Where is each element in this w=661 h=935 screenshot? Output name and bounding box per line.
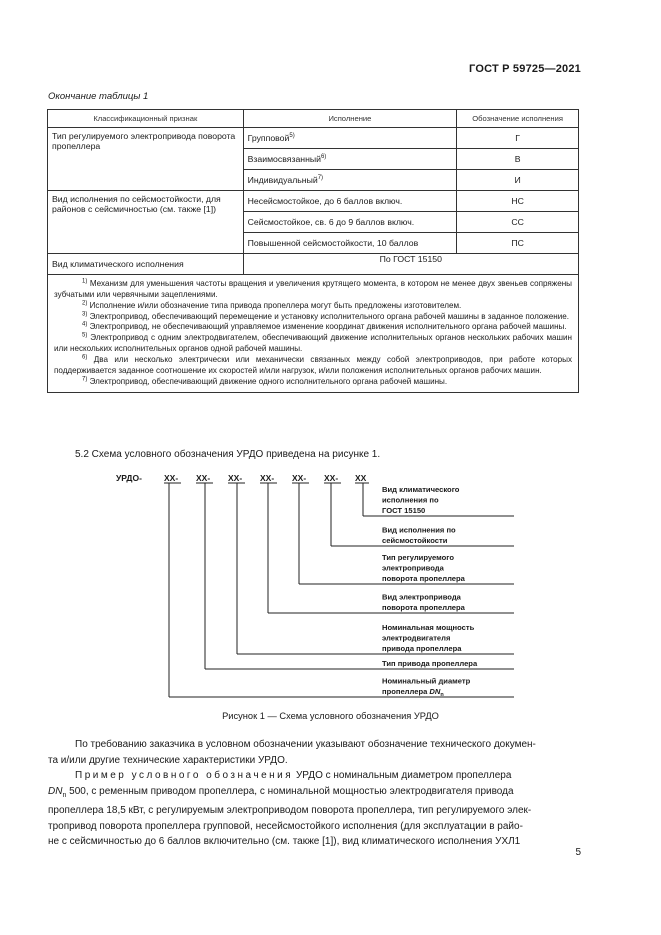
code-cell: СС bbox=[457, 212, 579, 233]
scheme-label-line: Вид исполнения по bbox=[382, 525, 456, 535]
climate-value-cell: По ГОСТ 15150 bbox=[243, 254, 578, 275]
execution-cell: Повышенной сейсмостойкости, 10 баллов bbox=[243, 233, 457, 254]
paragraph-line: тропривод поворота пропеллера групповой, несейсмостойкого исполнения (для эксплуатации в райо- bbox=[48, 820, 523, 832]
scheme-field-code: ХХ- bbox=[228, 473, 243, 483]
table-caption: Окончание таблицы 1 bbox=[48, 91, 149, 102]
code-cell: И bbox=[457, 170, 579, 191]
scheme-label-line: Номинальный диаметр bbox=[382, 676, 471, 686]
footnote: $^{5)}$ Электропривод с одним электродвигателем, обеспечивающий движение исполнительных органов нескольких рабочих машин или нескольких исполнительных органов одной рабочей машины. bbox=[54, 332, 573, 354]
scheme-label-line: электродвигателя bbox=[382, 633, 451, 643]
scheme-label-line: поворота пропеллера bbox=[382, 574, 465, 583]
scheme-label-line: поворота пропеллера bbox=[382, 603, 465, 612]
code-cell: Г bbox=[457, 128, 579, 149]
document-standard-number: ГОСТ Р 59725—2021 bbox=[469, 63, 581, 75]
feature-cell: Вид исполнения по сейсмостойкости, для районов с сейсмичностью (см. также [1]) bbox=[48, 191, 244, 254]
scheme-field-code: ХХ- bbox=[164, 473, 179, 483]
code-cell: В bbox=[457, 149, 579, 170]
execution-cell: Индивидуальный$^{7)}$ bbox=[243, 170, 457, 191]
scheme-prefix: УРДО- bbox=[116, 473, 142, 483]
scheme-field-code: ХХ- bbox=[324, 473, 339, 483]
paragraph-line: По требованию заказчика в условном обозначении указывают обозначение технического докумен- bbox=[75, 739, 536, 750]
scheme-field-code: ХХ- bbox=[292, 473, 307, 483]
footnote: $^{3)}$ Электропривод, обеспечивающий перемещение и установку исполнительного органа рабочей машины в заданное положение. bbox=[82, 310, 569, 321]
execution-cell: Групповой$^{5)}$ bbox=[243, 128, 457, 149]
code-cell: ПС bbox=[457, 233, 579, 254]
scheme-label-line: сейсмостойкости bbox=[382, 536, 448, 545]
execution-cell: Сейсмостойкое, св. 6 до 9 баллов включ. bbox=[243, 212, 457, 233]
scheme-label-line: привода пропеллера bbox=[382, 644, 462, 653]
column-header: Классификационный признак bbox=[48, 110, 244, 128]
column-header: Исполнение bbox=[243, 110, 457, 128]
footnote: $^{1)}$ Механизм для уменьшения частоты вращения и увеличения крутящего момента, в котором не менее двух звеньев сопряжены зубчатыми или червячными зацеплениями. bbox=[54, 278, 572, 299]
scheme-field-code: ХХ bbox=[355, 473, 367, 483]
execution-cell: Несейсмостойкое, до 6 баллов включ. bbox=[243, 191, 457, 212]
footnote: $^{4)}$ Электропривод, не обеспечивающий управляемое изменение координат движения исполнительного органа рабочей машины. bbox=[82, 321, 567, 332]
footnote: $^{6)}$ Два или несколько электрически или механически связанных между собой электроприводов, при работе которых поддерживается заданное соотношение их скоростей и/или нагрузок, и/или положения исполнительных органов рабочих машин. bbox=[54, 354, 573, 375]
feature-cell: Вид климатического исполнения bbox=[48, 254, 244, 275]
scheme-label-line: Номинальная мощность bbox=[382, 623, 475, 632]
paragraph-line: та и/или другие технические характеристики УРДО. bbox=[48, 754, 288, 766]
section-5-2-text: 5.2 Схема условного обозначения УРДО приведена на рисунке 1. bbox=[75, 449, 381, 460]
dn-symbol: DN bbox=[429, 687, 441, 696]
paragraph-line: $DN_n$ 500, с ременным приводом пропеллера, с номинальной мощностью электродвигателя привода bbox=[48, 785, 514, 799]
scheme-label-line: электропривода bbox=[382, 563, 444, 573]
figure-caption: Рисунок 1 — Схема условного обозначения УРДО bbox=[222, 711, 439, 721]
scheme-label-line: ГОСТ 15150 bbox=[382, 506, 426, 515]
dn-subscript: n bbox=[440, 692, 444, 698]
footnote: $^{2)}$ Исполнение и/или обозначение типа привода пропеллера могут быть предложены изготовителем. bbox=[82, 300, 462, 310]
scheme-field-code: ХХ- bbox=[260, 473, 275, 483]
paragraph-line: пропеллера 18,5 кВт, с регулируемым электроприводом поворота пропеллера, тип регулируемого элек- bbox=[48, 805, 532, 816]
paragraph-line: Пример условного обозначения УРДО с номинальным диаметром пропеллера bbox=[75, 770, 512, 781]
paragraph-customer-requirement bbox=[48, 737, 580, 768]
scheme-label-line: Вид климатического bbox=[382, 485, 460, 494]
paragraph-example bbox=[48, 768, 580, 850]
scheme-label-line: Тип регулируемого bbox=[382, 553, 454, 562]
scheme-label-line: Вид электропривода bbox=[382, 592, 461, 602]
footnote: $^{7)}$ Электропривод, обеспечивающий движение одного исполнительного органа рабочей машины. bbox=[82, 375, 448, 386]
code-cell: НС bbox=[457, 191, 579, 212]
feature-cell: Тип регулируемого электропривода поворота пропеллера bbox=[48, 128, 244, 191]
scheme-label-line: пропеллера $DN_n$ bbox=[382, 687, 444, 698]
scheme-text-group bbox=[116, 473, 478, 698]
execution-cell: Взаимосвязанный$^{6)}$ bbox=[243, 149, 457, 170]
paragraph-line: не с сейсмичностью до 6 баллов включительно (см. также [1]), вид климатического исполнения УХЛ1 bbox=[48, 836, 521, 847]
page-number: 5 bbox=[575, 847, 581, 858]
column-header: Обозначение исполнения bbox=[457, 110, 579, 128]
example-lead: Пример условного обозначения bbox=[75, 770, 294, 781]
scheme-label-line: Тип привода пропеллера bbox=[382, 659, 478, 668]
scheme-label-line: исполнения по bbox=[382, 495, 439, 505]
scheme-field-code: ХХ- bbox=[196, 473, 211, 483]
